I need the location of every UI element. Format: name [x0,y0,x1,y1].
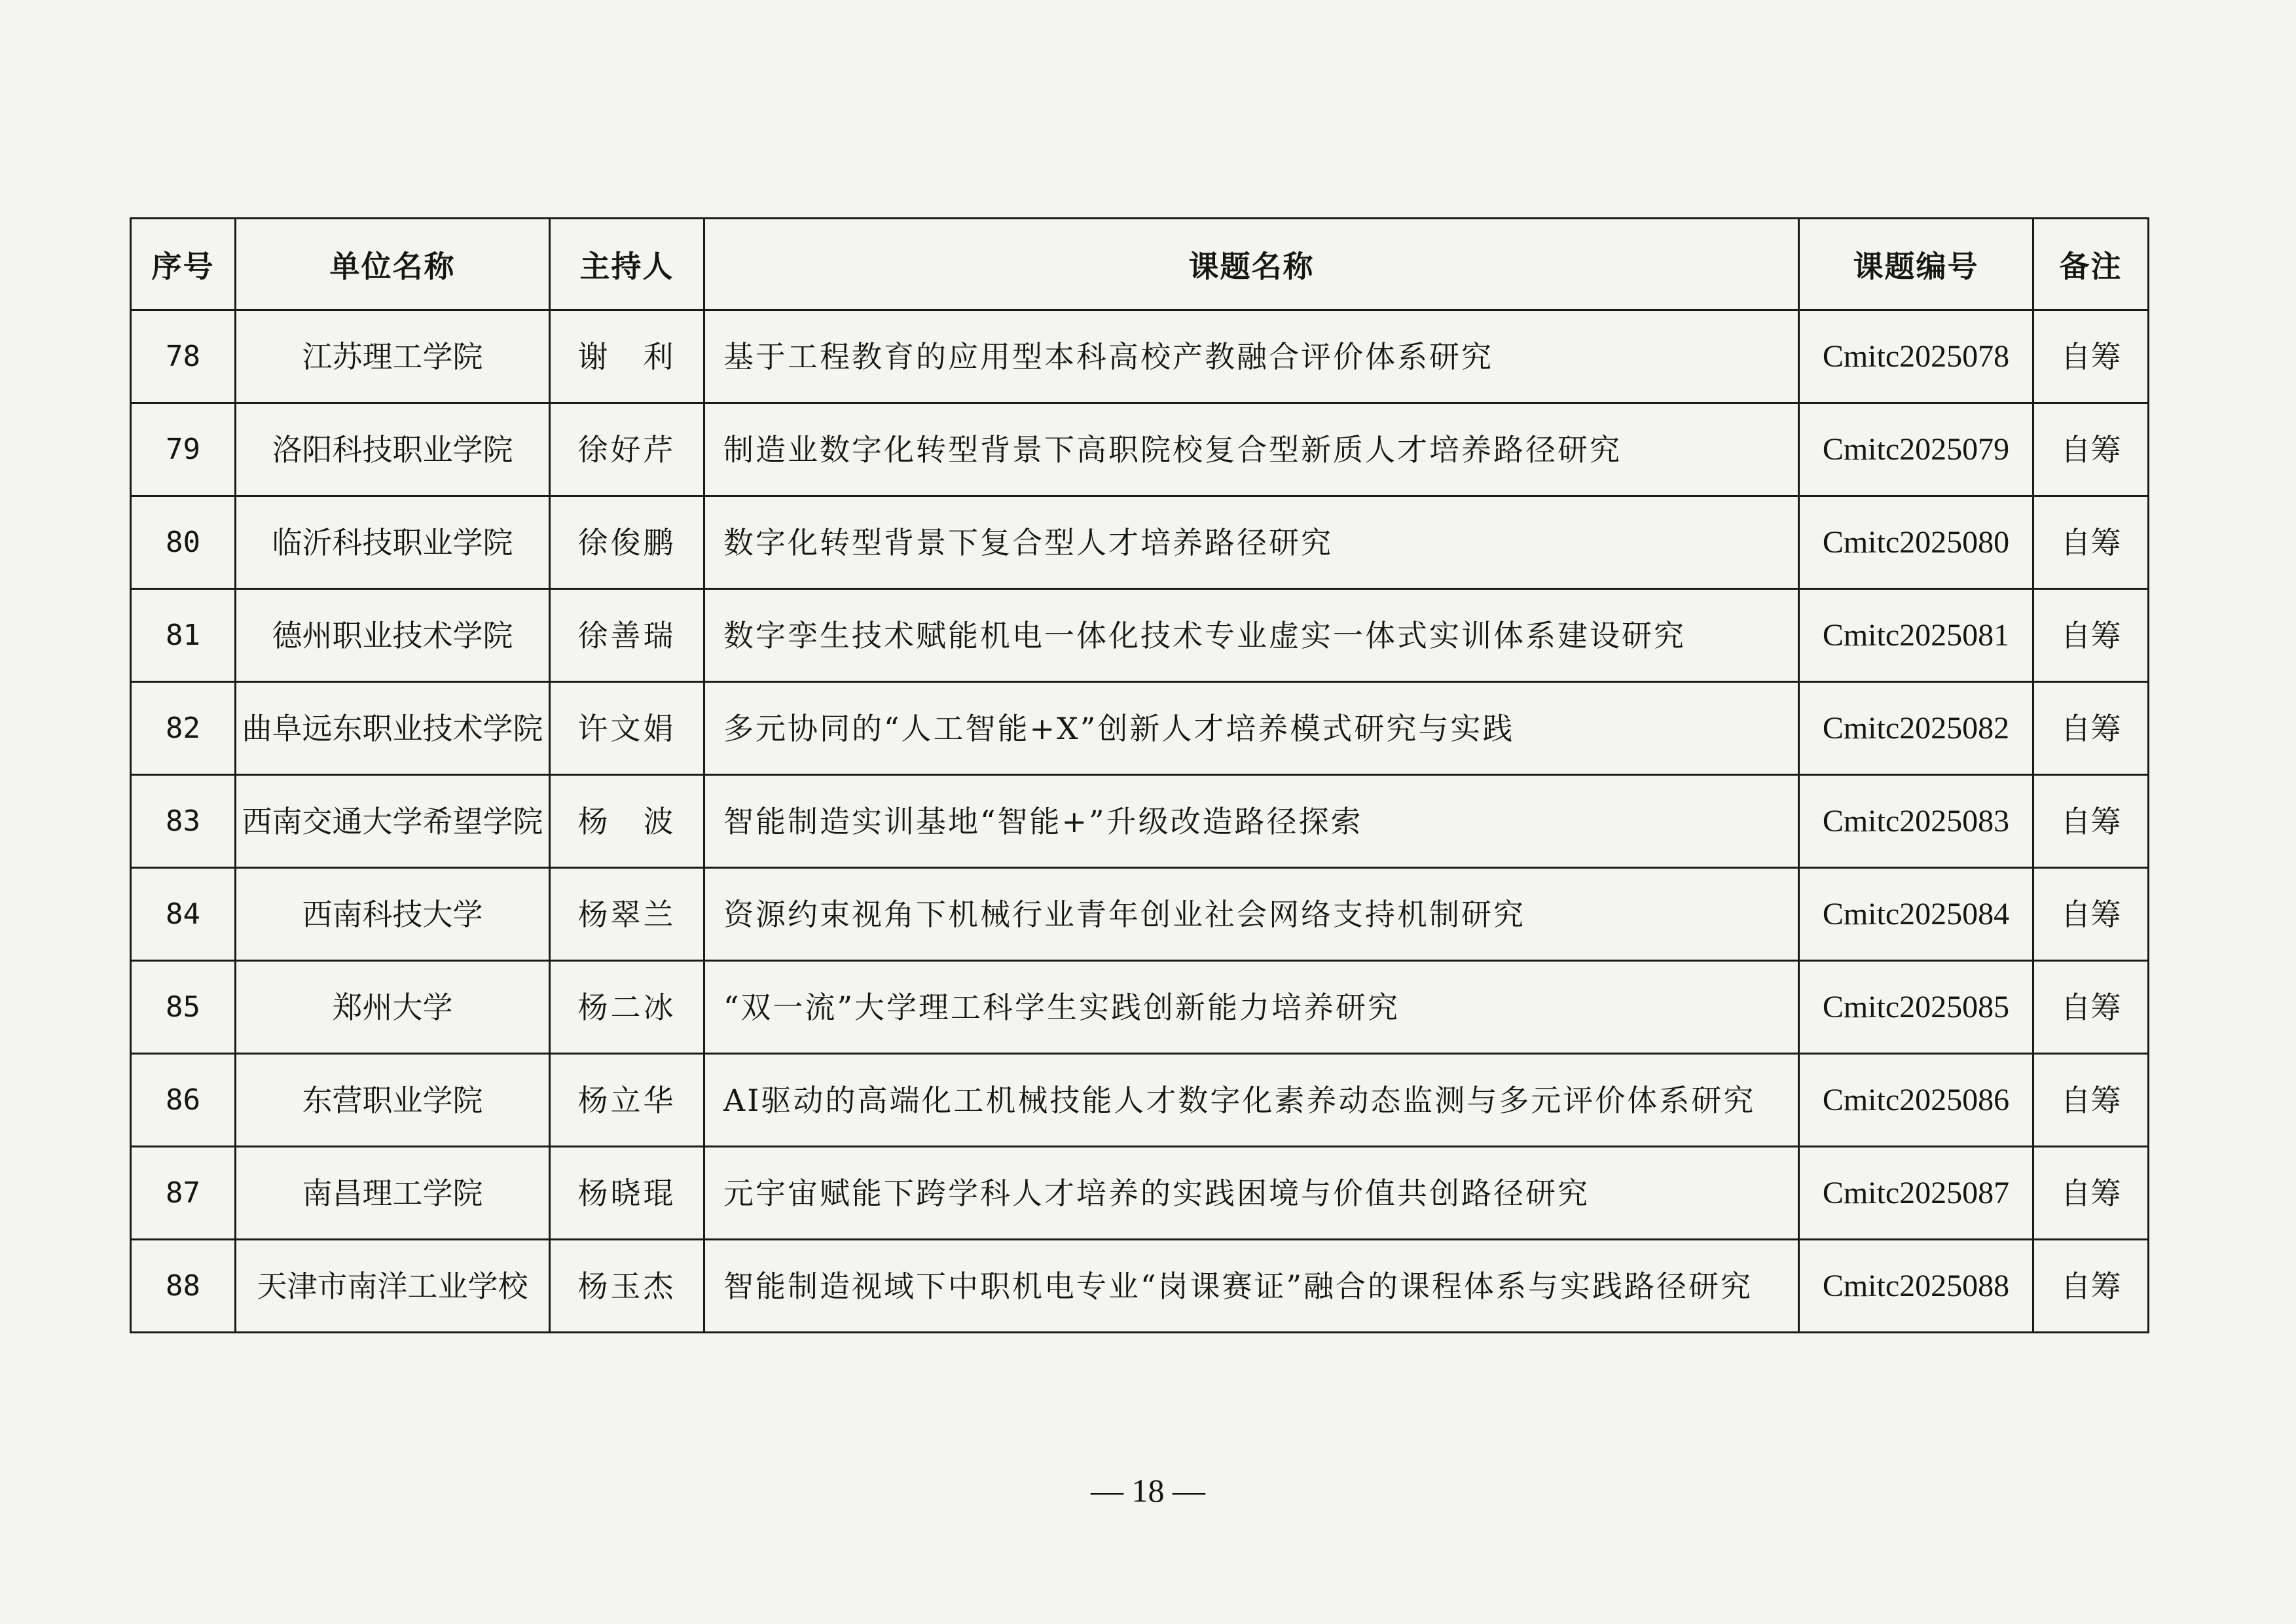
header-note: 备注 [2033,219,2149,310]
row-title: 元宇宙赋能下跨学科人才培养的实践困境与价值共创路径研究 [704,1147,1799,1240]
row-title: 智能制造实训基地“智能+”升级改造路径探索 [704,775,1799,868]
header-host: 主持人 [550,219,704,310]
table-row [131,775,2149,868]
row-code: Cmitc2025084 [1799,868,2033,961]
table-row [131,961,2149,1054]
table-row [131,868,2149,961]
row-code: Cmitc2025085 [1799,961,2033,1054]
row-unit: 临沂科技职业学院 [236,496,550,589]
row-host: 徐善瑞 [550,589,704,682]
row-code: Cmitc2025079 [1799,403,2033,496]
row-serial: 87 [131,1147,236,1240]
row-host: 徐俊鹏 [550,496,704,589]
row-unit: 东营职业学院 [236,1054,550,1147]
page-number: — 18 — [1091,1472,1205,1509]
row-host: 徐好芹 [550,403,704,496]
row-serial: 82 [131,682,236,775]
row-code: Cmitc2025082 [1799,682,2033,775]
row-serial: 83 [131,775,236,868]
row-title: 基于工程教育的应用型本科高校产教融合评价体系研究 [704,310,1799,403]
row-host: 许文娟 [550,682,704,775]
row-code: Cmitc2025078 [1799,310,2033,403]
table-row [131,403,2149,496]
row-serial: 78 [131,310,236,403]
row-title: 多元协同的“人工智能+X”创新人才培养模式研究与实践 [704,682,1799,775]
row-host: 杨晓琨 [550,1147,704,1240]
row-host: 杨 波 [550,775,704,868]
row-unit: 德州职业技术学院 [236,589,550,682]
header-serial: 序号 [131,219,236,310]
row-unit: 江苏理工学院 [236,310,550,403]
row-code: Cmitc2025087 [1799,1147,2033,1240]
row-code: Cmitc2025086 [1799,1054,2033,1147]
table-row [131,1240,2149,1333]
row-unit: 南昌理工学院 [236,1147,550,1240]
row-title: “双一流”大学理工科学生实践创新能力培养研究 [704,961,1799,1054]
table-row [131,589,2149,682]
row-serial: 84 [131,868,236,961]
row-code: Cmitc2025080 [1799,496,2033,589]
row-serial: 81 [131,589,236,682]
table-row [131,496,2149,589]
row-serial: 79 [131,403,236,496]
row-code: Cmitc2025083 [1799,775,2033,868]
header-title: 课题名称 [704,219,1799,310]
row-code: Cmitc2025088 [1799,1240,2033,1333]
row-note: 自筹 [2033,403,2149,496]
table-header-row [131,219,2149,310]
row-unit: 西南科技大学 [236,868,550,961]
row-serial: 80 [131,496,236,589]
row-note: 自筹 [2033,589,2149,682]
row-note: 自筹 [2033,496,2149,589]
row-unit: 天津市南洋工业学校 [236,1240,550,1333]
row-title: 数字孪生技术赋能机电一体化技术专业虚实一体式实训体系建设研究 [704,589,1799,682]
row-unit: 郑州大学 [236,961,550,1054]
row-serial: 85 [131,961,236,1054]
row-note: 自筹 [2033,868,2149,961]
row-host: 杨翠兰 [550,868,704,961]
table-row [131,682,2149,775]
table-row [131,1054,2149,1147]
row-serial: 86 [131,1054,236,1147]
row-note: 自筹 [2033,775,2149,868]
row-unit: 西南交通大学希望学院 [236,775,550,868]
row-note: 自筹 [2033,1054,2149,1147]
row-title: 资源约束视角下机械行业青年创业社会网络支持机制研究 [704,868,1799,961]
row-host: 杨玉杰 [550,1240,704,1333]
row-code: Cmitc2025081 [1799,589,2033,682]
row-title: 数字化转型背景下复合型人才培养路径研究 [704,496,1799,589]
row-title: 智能制造视域下中职机电专业“岗课赛证”融合的课程体系与实践路径研究 [704,1240,1799,1333]
row-host: 杨二冰 [550,961,704,1054]
project-table [130,217,2149,1333]
row-note: 自筹 [2033,1147,2149,1240]
row-unit: 曲阜远东职业技术学院 [236,682,550,775]
header-unit: 单位名称 [236,219,550,310]
table-row [131,310,2149,403]
row-title: AI驱动的高端化工机械技能人才数字化素养动态监测与多元评价体系研究 [704,1054,1799,1147]
row-note: 自筹 [2033,1240,2149,1333]
row-host: 谢 利 [550,310,704,403]
row-host: 杨立华 [550,1054,704,1147]
row-serial: 88 [131,1240,236,1333]
header-code: 课题编号 [1799,219,2033,310]
row-unit: 洛阳科技职业学院 [236,403,550,496]
table-row [131,1147,2149,1240]
row-note: 自筹 [2033,682,2149,775]
row-note: 自筹 [2033,310,2149,403]
row-title: 制造业数字化转型背景下高职院校复合型新质人才培养路径研究 [704,403,1799,496]
row-note: 自筹 [2033,961,2149,1054]
